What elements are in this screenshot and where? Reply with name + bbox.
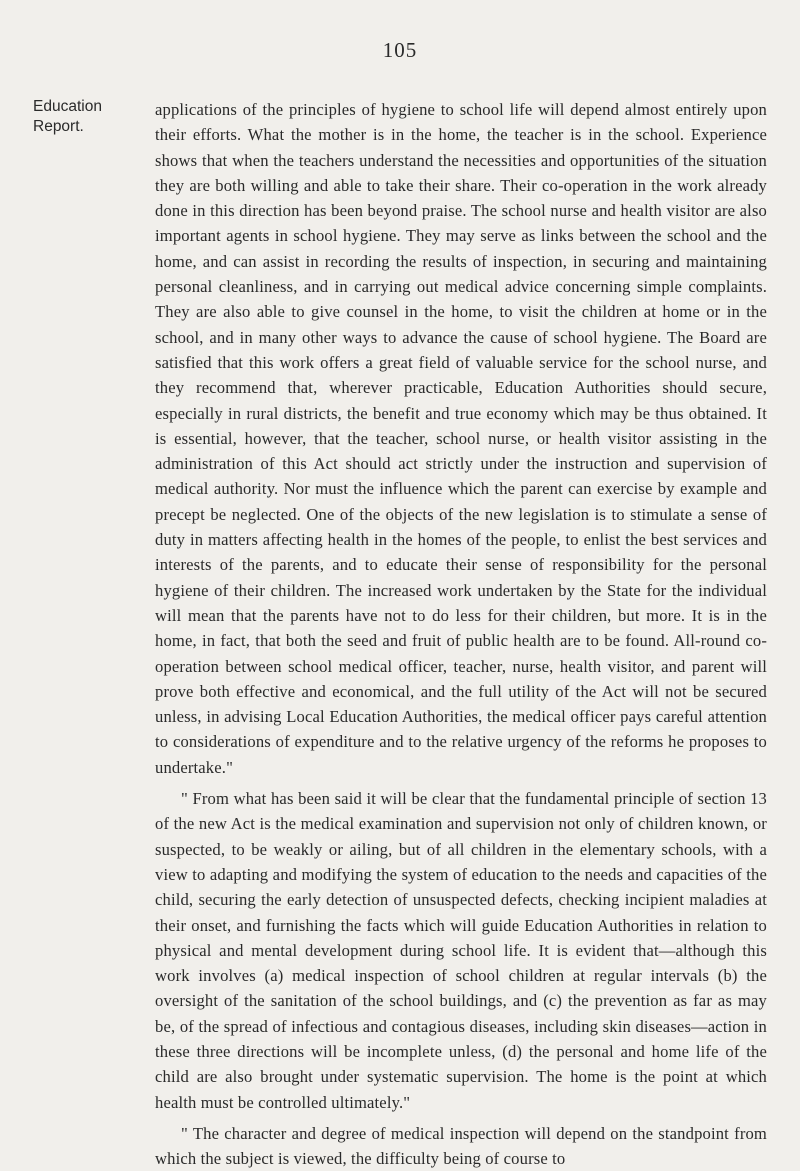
body-text: [155, 97, 767, 1171]
page-number: 105: [382, 38, 418, 62]
paragraph-3: " The character and degree of medical inspection will depend on the standpoint from which the subject is viewed, the difficulty being of course to: [155, 1123, 767, 1169]
paragraph-2: " From what has been said it will be clear that the fundamental principle of section 13 of the new Act is the medical examination and supervision not only of children known, or suspected, to be weakly or ailing, but of all children in the elementary schools, with a view to adapting and modifying the system of education to the needs and capacities of the child, securing the early detection of unsuspected defects, checking incipient maladies at their onset, and furnishing the facts which will guide Education Authorities in relation to physical and mental development during school life. It is evident that—although this work involves (a) medical inspection of school children at regular intervals (b) the oversight of the sanitation of the school buildings, and (c) the prevention as far as may be, of the spread of infectious and contagious diseases, including skin diseases—action in these three directions will be incomplete unless, (d) the personal and home life of the child are also brought under systematic supervision. The home is the point at which health must be controlled ultimately.": [155, 789, 767, 1112]
margin-note: Education Report.: [33, 98, 102, 135]
paragraph-1: applications of the principles of hygiene to school life will depend almost entirely upon their efforts. What the mother is in the home, the teacher is in the school. Experience shows that when the teachers understand the necessities and opportunities of the situation they are both willing and able to take their share. Their co-operation in the work already done in this direction has been beyond praise. The school nurse and health visitor are also important agents in school hygiene. They may serve as links between the school and the home, and can assist in recording the results of inspection, in securing and maintaining personal cleanliness, and in carrying out medical advice concerning simple complaints. They are also able to give counsel in the home, to visit the children at home or in the school, and in many other ways to advance the cause of school hygiene. The Board are satisfied that this work offers a great field of valuable service for the school nurse, and they recommend that, wherever practicable, Education Authorities should secure, especially in rural districts, the benefit and true economy which may be thus obtained. It is essential, however, that the teacher, school nurse, or health visitor assisting in the administration of this Act should act strictly under the instruction and supervision of medical authority. Nor must the influence which the parent can exercise by example and precept be neglected. One of the objects of the new legislation is to stimulate a sense of duty in matters affecting health in the homes of the people, to enlist the best services and interests of the parents, and to educate their sense of responsibility for the personal hygiene of their children. The increased work undertaken by the State for the individual will mean that the parents have not to do less for their children, but more. It is in the home, in fact, that both the seed and fruit of public health are to be found. All-round co-operation between school medical officer, teacher, nurse, health visitor, and parent will prove both effective and economical, and the full utility of the Act will not be secured unless, in advising Local Education Authorities, the medical officer pays careful attention to considerations of expenditure and to the relative urgency of the reforms he proposes to undertake.": [155, 100, 767, 777]
